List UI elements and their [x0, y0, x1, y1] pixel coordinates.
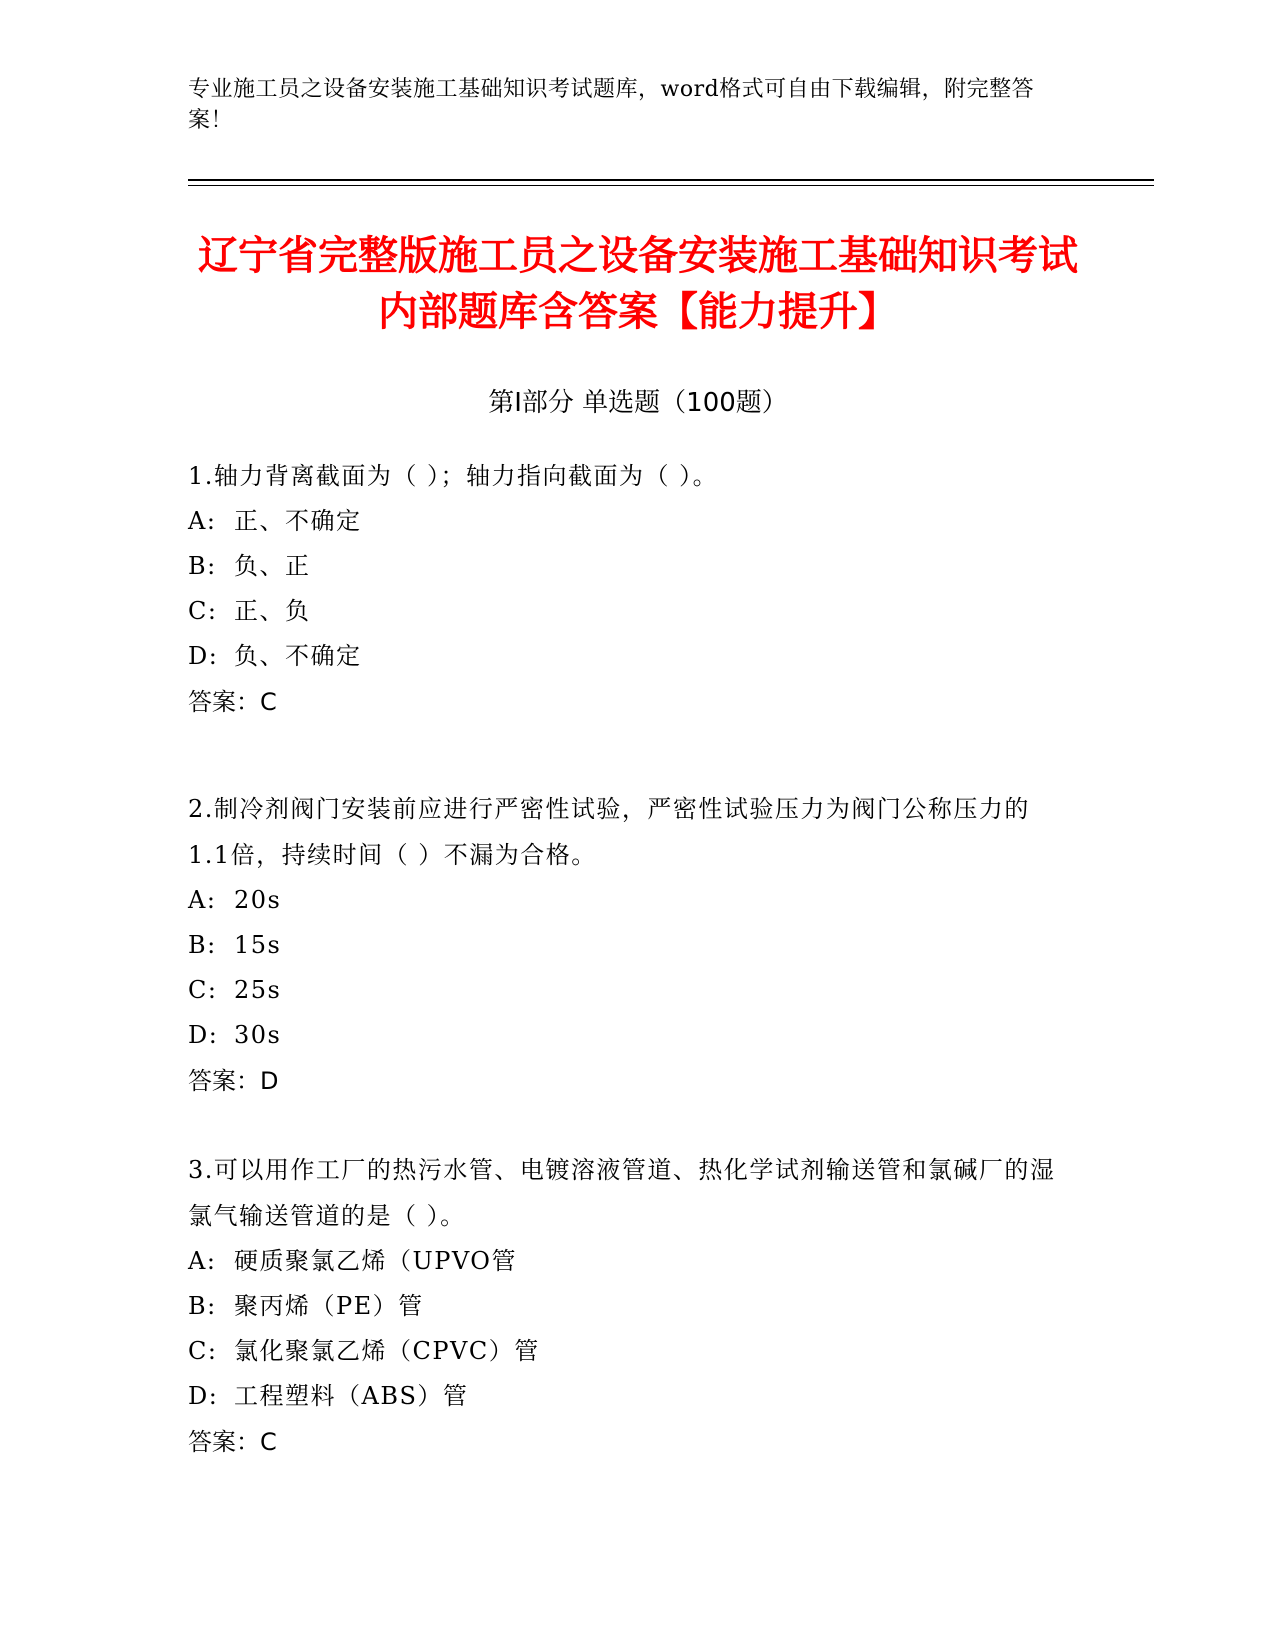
option-text: 聚丙烯（PE）管 [234, 1292, 424, 1320]
question-1 [188, 453, 1068, 725]
option-b [188, 923, 1068, 968]
option-b [188, 1284, 1068, 1329]
question-stem: 2.制冷剂阀门安装前应进行严密性试验，严密性试验压力为阀门公称压力的1.1倍，持续时间（ ）不漏为合格。 [188, 795, 1030, 869]
option-a [188, 499, 1068, 544]
question-stem: 1.轴力背离截面为（ ）；轴力指向截面为（ ）。 [188, 462, 719, 490]
option-key: D: [188, 1382, 219, 1410]
option-text: 硬质聚氯乙烯（UPVO管 [234, 1247, 517, 1275]
option-text: 20s [234, 886, 282, 914]
answer: 答案：C [188, 688, 277, 716]
question-2 [188, 786, 1068, 1104]
section-title: 第Ⅰ部分 单选题（100题） [488, 388, 788, 418]
question-stem: 3.可以用作工厂的热污水管、电镀溶液管道、热化学试剂输送管和氯碱厂的湿氯气输送管道的是（ ）。 [188, 1156, 1056, 1230]
option-key: D: [188, 1021, 219, 1049]
option-key: C: [188, 597, 218, 625]
option-text: 25s [234, 976, 282, 1004]
option-text: 15s [234, 931, 282, 959]
option-key: D: [188, 642, 219, 670]
option-c [188, 968, 1068, 1013]
option-text: 负、正 [234, 552, 311, 580]
option-d [188, 634, 1068, 679]
option-a [188, 1239, 1068, 1284]
option-a [188, 878, 1068, 923]
option-text: 正、不确定 [234, 507, 362, 535]
header-note: 专业施工员之设备安装施工基础知识考试题库，word格式可自由下载编辑，附完整答案！ [188, 77, 1035, 133]
answer: 答案：C [188, 1428, 277, 1456]
header-divider-thin [188, 185, 1154, 186]
option-c [188, 1329, 1068, 1374]
option-key: A: [188, 886, 217, 914]
option-key: C: [188, 976, 218, 1004]
option-text: 氯化聚氯乙烯（CPVC）管 [234, 1337, 540, 1365]
option-text: 负、不确定 [234, 642, 362, 670]
option-b [188, 544, 1068, 589]
option-d [188, 1013, 1068, 1058]
option-key: C: [188, 1337, 218, 1365]
option-text: 正、负 [234, 597, 311, 625]
question-3 [188, 1147, 1068, 1465]
option-d [188, 1374, 1068, 1419]
option-key: B: [188, 552, 217, 580]
option-text: 工程塑料（ABS）管 [234, 1382, 469, 1410]
header-divider-thick [188, 179, 1154, 181]
option-key: A: [188, 1247, 217, 1275]
option-key: B: [188, 1292, 217, 1320]
answer: 答案：D [188, 1067, 279, 1095]
option-text: 30s [234, 1021, 282, 1049]
option-key: B: [188, 931, 217, 959]
document-title: 辽宁省完整版施工员之设备安装施工基础知识考试内部题库含答案【能力提升】 [198, 233, 1078, 335]
option-key: A: [188, 507, 217, 535]
option-c [188, 589, 1068, 634]
